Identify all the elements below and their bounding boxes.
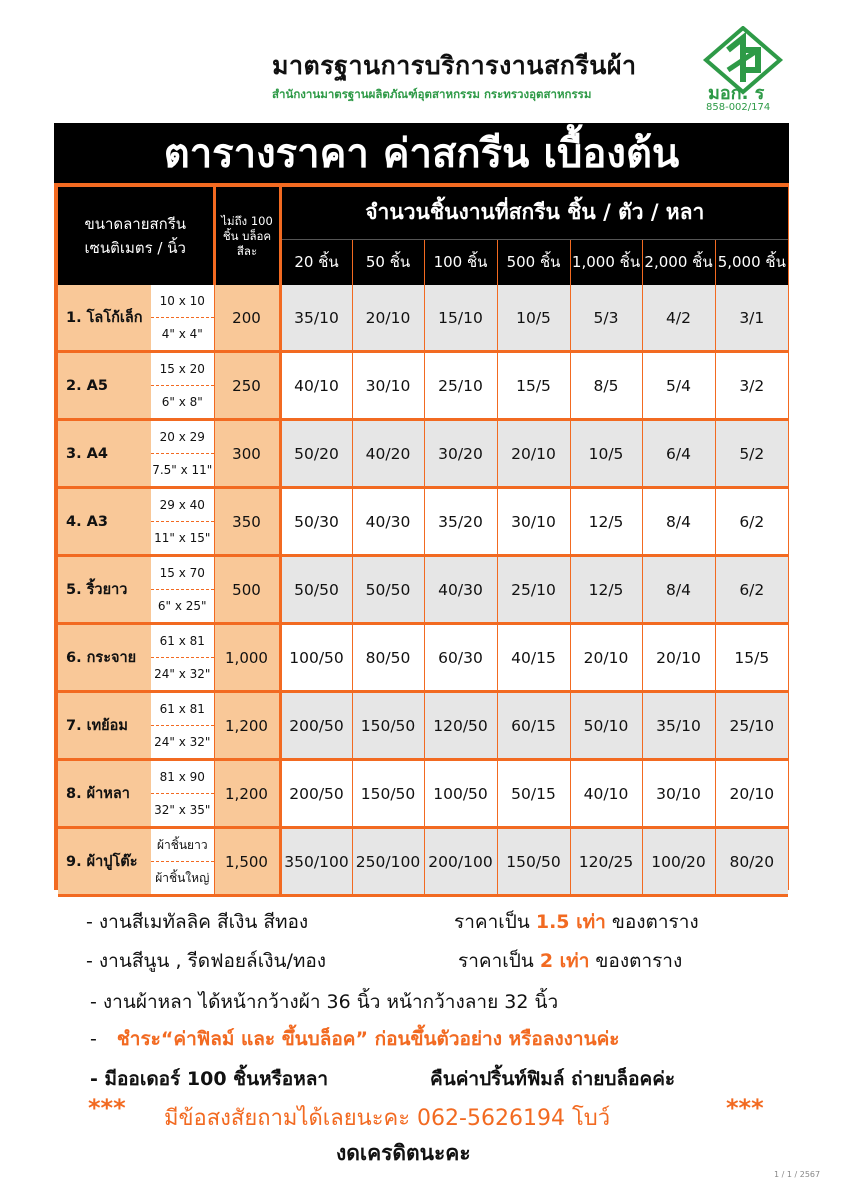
- price-cell: 8/5: [570, 352, 642, 420]
- price-cell: 5/4: [642, 352, 715, 420]
- row-min-price: 200: [214, 285, 280, 352]
- document-subtitle: สำนักงานมาตรฐานผลิตภัณฑ์อุตสาหกรรม กระทรวงอุตสาหกรรม: [272, 87, 592, 101]
- price-cell: 50/30: [280, 488, 352, 556]
- price-cell: 12/5: [570, 488, 642, 556]
- price-cell: 8/4: [642, 488, 715, 556]
- price-cell: 40/10: [280, 352, 352, 420]
- row-min-price: 1,000: [214, 624, 280, 692]
- note-puff-price-label: ราคาเป็น: [458, 950, 534, 972]
- price-cell: 4/2: [642, 285, 715, 352]
- price-cell: 40/30: [352, 488, 424, 556]
- price-cell: 40/30: [424, 556, 497, 624]
- row-size-cm: ผ้าชิ้นยาว: [151, 828, 214, 862]
- row-size-name: 8. ผ้าหลา: [58, 760, 151, 828]
- price-cell: 60/15: [497, 692, 570, 760]
- note-metallic: [86, 907, 308, 937]
- note-puff-suffix: ของตาราง: [595, 950, 683, 972]
- qty-col-header: 20 ชิ้น: [280, 239, 352, 285]
- note-puff-multiplier: 2 เท่า: [539, 950, 590, 972]
- document-title: มาตรฐานการบริการงานสกรีนผ้า: [272, 51, 637, 80]
- row-size-cm: 15 x 20: [151, 352, 214, 386]
- row-size-name: 5. ริ้วยาว: [58, 556, 151, 624]
- price-cell: 150/50: [497, 828, 570, 896]
- row-size-cm: 61 x 81: [151, 624, 214, 658]
- table-row: [58, 285, 788, 318]
- note-puff-text: - งานสีนูน , รีดฟอยล์เงิน/ทอง: [86, 950, 327, 972]
- row-size-name: 1. โลโก้เล็ก: [58, 285, 151, 352]
- row-size-name: 6. กระจาย: [58, 624, 151, 692]
- price-cell: 30/10: [352, 352, 424, 420]
- price-cell: 20/10: [715, 760, 788, 828]
- price-cell: 80/20: [715, 828, 788, 896]
- price-cell: 6/4: [642, 420, 715, 488]
- price-cell: 20/10: [642, 624, 715, 692]
- price-cell: 50/20: [280, 420, 352, 488]
- price-cell: 120/50: [424, 692, 497, 760]
- row-size-inch: 32" x 35": [151, 794, 214, 828]
- logo-number: 858-002/174: [706, 102, 771, 113]
- row-size-cm: 29 x 40: [151, 488, 214, 522]
- table-row: [58, 692, 788, 726]
- row-min-price: 300: [214, 420, 280, 488]
- row-size-name: 9. ผ้าปูโต๊ะ: [58, 828, 151, 896]
- price-cell: 6/2: [715, 556, 788, 624]
- price-cell: 40/10: [570, 760, 642, 828]
- row-size-name: 7. เทย้อม: [58, 692, 151, 760]
- price-cell: 30/10: [642, 760, 715, 828]
- price-cell: 12/5: [570, 556, 642, 624]
- note-metallic-multiplier: 1.5 เท่า: [535, 911, 606, 933]
- price-cell: 50/50: [280, 556, 352, 624]
- row-size-inch: 4" x 4": [151, 318, 214, 352]
- price-cell: 100/50: [280, 624, 352, 692]
- row-size-inch: 24" x 32": [151, 726, 214, 760]
- row-size-cm: 81 x 90: [151, 760, 214, 794]
- row-size-name: 3. A4: [58, 420, 151, 488]
- note-payment-text: ชำระ“ค่าฟิลม์ และ ขึ้นบล็อค” ก่อนขึ้นตัวอย่าง หรือลงงานค่ะ: [116, 1028, 620, 1050]
- note-refund-detail: คืนค่าปริ้นท์ฟิมล์ ถ่ายบล็อคค่ะ: [430, 1068, 676, 1090]
- row-size-cm: 10 x 10: [151, 285, 214, 318]
- price-cell: 8/4: [642, 556, 715, 624]
- price-cell: 80/50: [352, 624, 424, 692]
- table-row: [58, 420, 788, 454]
- price-cell: 15/5: [715, 624, 788, 692]
- row-min-price: 250: [214, 352, 280, 420]
- note-metallic-text: - งานสีเมทัลลิค สีเงิน สีทอง: [86, 911, 309, 933]
- price-cell: 120/25: [570, 828, 642, 896]
- price-cell: 30/10: [497, 488, 570, 556]
- row-size-cm: 15 x 70: [151, 556, 214, 590]
- col-size-header: ขนาดลายสกรีน เซนติเมตร / นิ้ว: [58, 187, 214, 285]
- qty-col-header: 2,000 ชิ้น: [642, 239, 715, 285]
- price-cell: 20/10: [352, 285, 424, 352]
- row-size-inch: 24" x 32": [151, 658, 214, 692]
- note-fabric-width: - งานผ้าหลา ได้หน้ากว้างผ้า 36 นิ้ว หน้ากว้างลาย 32 นิ้ว: [90, 991, 559, 1013]
- price-cell: 15/5: [497, 352, 570, 420]
- price-cell: 50/50: [352, 556, 424, 624]
- row-min-price: 350: [214, 488, 280, 556]
- price-cell: 50/15: [497, 760, 570, 828]
- price-cell: 10/5: [570, 420, 642, 488]
- table-row: [58, 828, 788, 862]
- contact-line: มีข้อสงสัยถามได้เลยนะคะ 062-5626194 โบว์: [164, 1106, 611, 1131]
- note-payment: [90, 1024, 620, 1054]
- price-cell: 6/2: [715, 488, 788, 556]
- table-row: [58, 488, 788, 522]
- note-payment-dash: -: [90, 1028, 97, 1050]
- row-size-cm: 20 x 29: [151, 420, 214, 454]
- qty-header: จำนวนชิ้นงานที่สกรีน ชิ้น / ตัว / หลา: [280, 187, 788, 239]
- price-cell: 20/10: [570, 624, 642, 692]
- price-cell: 3/1: [715, 285, 788, 352]
- note-metallic-price: [454, 907, 699, 937]
- price-cell: 100/50: [424, 760, 497, 828]
- price-cell: 35/10: [642, 692, 715, 760]
- price-cell: 25/10: [424, 352, 497, 420]
- row-size-inch: ผ้าชิ้นใหญ่: [151, 862, 214, 896]
- price-cell: 35/10: [280, 285, 352, 352]
- row-size-inch: 7.5" x 11": [151, 454, 214, 488]
- price-cell: 5/2: [715, 420, 788, 488]
- note-puff-price: [458, 946, 682, 976]
- stars-left: ***: [88, 1094, 126, 1122]
- price-cell: 35/20: [424, 488, 497, 556]
- price-cell: 20/10: [497, 420, 570, 488]
- price-cell: 40/15: [497, 624, 570, 692]
- price-cell: 10/5: [497, 285, 570, 352]
- price-cell: 200/100: [424, 828, 497, 896]
- price-cell: 250/100: [352, 828, 424, 896]
- note-refund: [90, 1064, 328, 1094]
- price-cell: 200/50: [280, 760, 352, 828]
- stars-right: ***: [726, 1094, 764, 1122]
- table-row: [58, 760, 788, 794]
- note-metallic-suffix: ของตาราง: [611, 911, 699, 933]
- logo-text: มอก. ร: [708, 83, 765, 104]
- price-cell: 350/100: [280, 828, 352, 896]
- price-cell: 30/20: [424, 420, 497, 488]
- row-size-name: 2. A5: [58, 352, 151, 420]
- price-cell: 25/10: [715, 692, 788, 760]
- note-puff: [86, 946, 326, 976]
- price-cell: 50/10: [570, 692, 642, 760]
- note-metallic-price-label: ราคาเป็น: [454, 911, 530, 933]
- no-credit-note: งดเครดิตนะคะ: [336, 1141, 471, 1165]
- price-cell: 25/10: [497, 556, 570, 624]
- price-cell: 100/20: [642, 828, 715, 896]
- col-min-header: ไม่ถึง 100 ชิ้น บล็อค สีละ: [214, 187, 280, 285]
- row-min-price: 500: [214, 556, 280, 624]
- row-size-name: 4. A3: [58, 488, 151, 556]
- qty-col-header: 50 ชิ้น: [352, 239, 424, 285]
- qty-col-header: 100 ชิ้น: [424, 239, 497, 285]
- price-cell: 60/30: [424, 624, 497, 692]
- table-row: [58, 624, 788, 658]
- qty-col-header: 1,000 ชิ้น: [570, 239, 642, 285]
- qty-col-header: 500 ชิ้น: [497, 239, 570, 285]
- price-cell: 150/50: [352, 760, 424, 828]
- row-min-price: 1,200: [214, 692, 280, 760]
- price-cell: 5/3: [570, 285, 642, 352]
- price-cell: 15/10: [424, 285, 497, 352]
- row-size-inch: 6" x 25": [151, 590, 214, 624]
- row-size-inch: 6" x 8": [151, 386, 214, 420]
- price-cell: 200/50: [280, 692, 352, 760]
- price-cell: 3/2: [715, 352, 788, 420]
- page-number: 1 / 1 / 2567: [774, 1170, 821, 1179]
- table-row: [58, 556, 788, 590]
- qty-col-header: 5,000 ชิ้น: [715, 239, 788, 285]
- row-min-price: 1,200: [214, 760, 280, 828]
- note-refund-order: - มีออเดอร์ 100 ชิ้นหรือหลา: [90, 1068, 329, 1090]
- price-cell: 40/20: [352, 420, 424, 488]
- table-row: [58, 352, 788, 386]
- row-size-inch: 11" x 15": [151, 522, 214, 556]
- price-cell: 150/50: [352, 692, 424, 760]
- row-min-price: 1,500: [214, 828, 280, 896]
- row-size-cm: 61 x 81: [151, 692, 214, 726]
- price-table-banner: ตารางราคา ค่าสกรีน เบื้องต้น: [54, 123, 789, 183]
- price-table: [54, 183, 789, 890]
